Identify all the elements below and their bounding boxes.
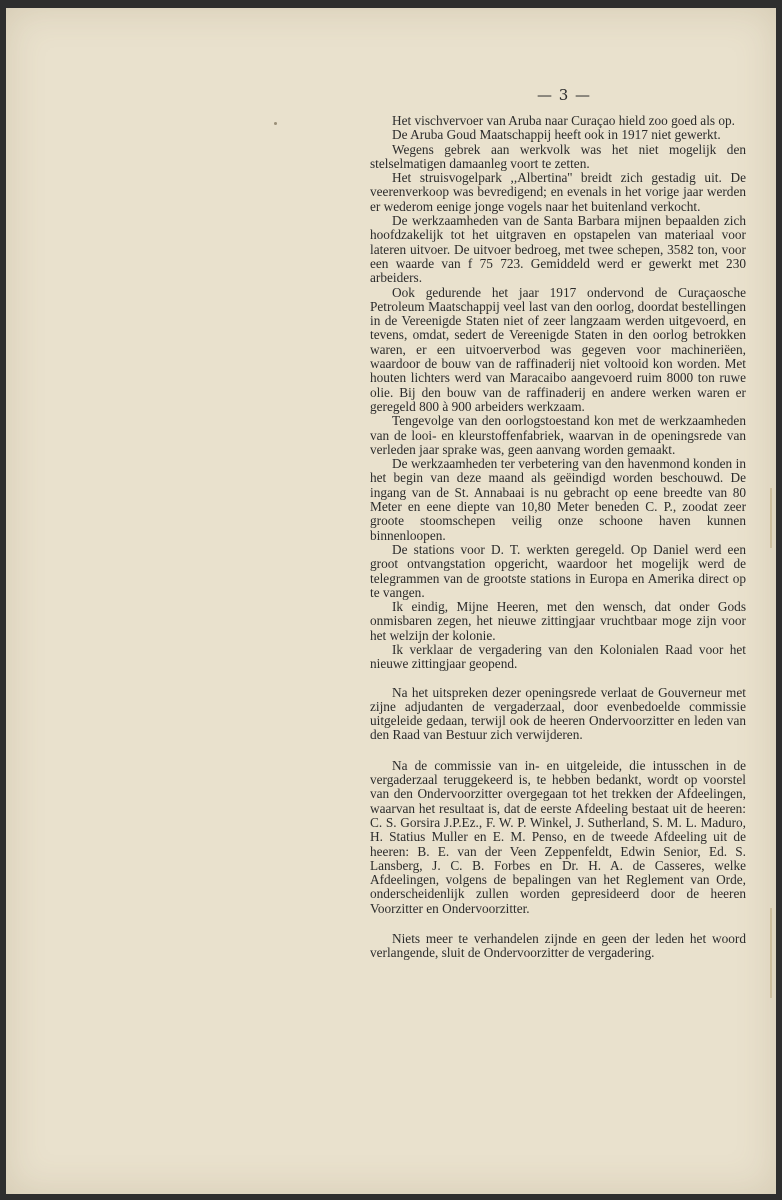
paragraph: Het vischvervoer van Aruba naar Curaçao hield zoo goed als op. bbox=[392, 113, 736, 128]
body-text bbox=[370, 114, 746, 961]
paper-edge-mark bbox=[770, 908, 772, 998]
paragraph: De werkzaamheden van de Santa Barbara mijnen bepaalden zich hoofdzakelijk tot het uitgraven en opstapelen van materiaal voor lateren uitvoer. De uitvoer bedroeg, met twee schepen, 3582 ton, voor een waarde van f 75 723. Gemiddeld werd er gewerkt met 230 arbeiders. bbox=[370, 213, 746, 286]
paper-speck bbox=[274, 122, 277, 125]
paragraph: Niets meer te verhandelen zijnde en geen der leden het woord verlangende, sluit de Ondervoorzitter de vergadering. bbox=[370, 931, 746, 961]
paragraph: Na het uitspreken dezer openingsrede verlaat de Gouverneur met zijne adjudanten de vergaderzaal, door evenbedoelde commissie uitgeleide gedaan, terwijl ook de heeren Ondervoorzitter en leden van den Raad van Bestuur zich verwijderen. bbox=[370, 684, 746, 743]
paragraph: Ook gedurende het jaar 1917 ondervond de Curaçaosche Petroleum Maatschappij veel last van den oorlog, doordat bestellingen in de Vereenigde Staten niet of zeer langzaam werden uitgevoerd, en tevens, omdat, sedert de Vereenigde Staten in den oorlog betrokken waren, er een uitvoerverbod was gegeven voor machineriëen, waardoor de bouw van de raffinaderij niet voltooid kon worden. Met houten lichters werd van Maracaibo aangevoerd ruim 8000 ton ruwe olie. Bij den bouw van de raffinaderij en andere werken waren er geregeld 800 à 900 arbeiders werkzaam. bbox=[370, 284, 746, 414]
paragraph: Tengevolge van den oorlogstoestand kon met de werkzaamheden van de looi- en kleurstoffenfabriek, waarvan in de openingsrede van verleden jaar sprake was, geen aanvang worden gemaakt. bbox=[370, 413, 746, 457]
paragraph: De stations voor D. T. werkten geregeld. Op Daniel werd een groot ontvangstation opgericht, waardoor het mogelijk werd de telegrammen van de grootste stations in Europa en Amerika direct op te vangen. bbox=[370, 541, 746, 600]
page-number: — 3 — bbox=[536, 86, 592, 104]
paragraph: Wegens gebrek aan werkvolk was het niet mogelijk den stelselmatigen damaanleg voort te zetten. bbox=[370, 141, 746, 171]
paragraph: De werkzaamheden ter verbetering van den havenmond konden in het begin van deze maand als geëindigd worden beschouwd. De ingang van de St. Annabaai is nu gebracht op eene breedte van 80 Meter en eene diepte van 10,80 Meter beneden C. P., zoodat zeer groote stoomschepen veilig onze schoone haven kunnen binnenloopen. bbox=[370, 456, 746, 543]
paragraph: Na de commissie van in- en uitgeleide, die intusschen in de vergaderzaal teruggekeerd is, te hebben bedankt, wordt op voorstel van den Ondervoorzitter overgegaan tot het trekken der Afdeelingen, waarvan het resultaat is, dat de eerste Afdeeling bestaat uit de heeren: C. S. Gorsira J.P.Ez., F. W. P. Winkel, J. Sutherland, S. M. L. Maduro, H. Statius Muller en E. M. Penso, en de tweede Afdeeling uit de heeren: B. E. van der Veen Zeppenfeldt, Edwin Senior, Ed. S. Lansberg, J. C. B. Forbes en Dr. H. A. de Casseres, welke Afdeelingen, volgens de bepalingen van het Reglement van Orde, onderscheidenlijk zullen worden gepresideerd door de heeren Voorzitter en Ondervoorzitter. bbox=[370, 757, 746, 916]
document-page bbox=[6, 8, 776, 1194]
paper-edge-mark bbox=[770, 488, 772, 548]
paragraph: Ik verklaar de vergadering van den Kolonialen Raad voor het nieuwe zittingjaar geopend. bbox=[370, 641, 746, 672]
paragraph: De Aruba Goud Maatschappij heeft ook in 1917 niet gewerkt. bbox=[392, 127, 721, 143]
paragraph: Het struisvogelpark ,,Albertina'' breidt zich gestadig uit. De veerenverkoop was bevredigend; en evenals in het vorige jaar werden er wederom eenige jonge vogels naar het buitenland verkocht. bbox=[370, 170, 746, 214]
paragraph: Ik eindig, Mijne Heeren, met den wensch, dat onder Gods onmisbaren zegen, het nieuwe zittingjaar vruchtbaar moge zijn voor het welzijn der kolonie. bbox=[370, 599, 746, 643]
